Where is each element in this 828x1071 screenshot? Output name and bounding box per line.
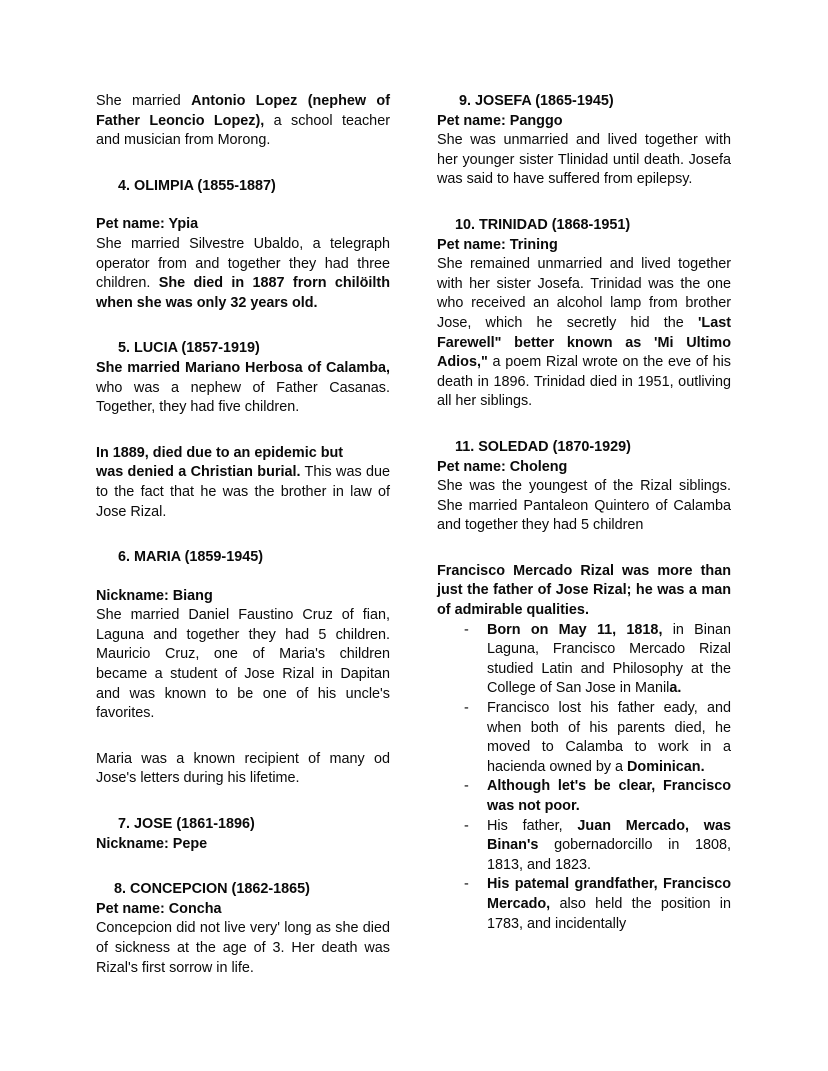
concepcion-pet-name: Pet name: Concha — [96, 900, 222, 917]
maria-body-2: Maria was a known recipient of many od Jose's letters during his lifetime. — [96, 750, 390, 787]
concepcion-body: Concepcion did not live very' long as she died of sickness at the age of 3. Her death was Rizal's first sorrow in life. — [96, 920, 390, 976]
bullet-dash-icon: - — [464, 778, 469, 795]
list-item: - His patemal grandfather, Francisco Mercado, also held the position in 1783, and incidentally — [464, 876, 731, 932]
bullet-dash-icon: - — [464, 817, 469, 834]
list-item: - Although let's be clear, Francisco was not poor. — [464, 778, 731, 814]
soledad-pet-name: Pet name: Choleng — [437, 458, 568, 475]
spacer — [96, 313, 390, 339]
left-column — [96, 92, 390, 978]
heading-lucia: 5. LUCIA (1857-1919) — [118, 340, 260, 357]
trinidad-pet-name: Pet name: Trining — [437, 236, 558, 253]
bullet-dash-icon: - — [464, 876, 469, 893]
list-item: - His father, Juan Mercado, was Binan's gobernadorcillo in 1808, 1813, and 1823. — [464, 817, 731, 873]
heading-olimpia: 4. OLIMPIA (1855-1887) — [118, 177, 276, 194]
intro-lead: She married — [96, 93, 192, 109]
olimpia-body: She married Silvestre Ubaldo, a telegraph operator from and together they had three children. She died in 1887 frorn chilöilth when she was only 32 years old. — [96, 235, 390, 311]
lucia-epidemic-line1: In 1889, died due to an epidemic but — [96, 444, 344, 461]
spacer — [96, 854, 390, 880]
list-item: - Francisco lost his father eady, and when both of his parents died, he moved to Calamba to work in a hacienda owned by a Dominican. — [464, 700, 731, 775]
spacer — [96, 789, 390, 815]
trinidad-body: She remained unmarried and lived together with her sister Josefa. Trinidad was the one who received an alcohol lamp from brother Jose, which he secretly hid the 'Last Farewell" better known as 'Mi Ultimo Adios," a poem Rizal wrote on the eve of his death in 1896. Trinidad died in 1951, outliving all her siblings. — [437, 256, 731, 410]
spacer — [96, 724, 390, 750]
bullet-dash-icon: - — [464, 700, 469, 717]
spacer — [96, 151, 390, 177]
heading-concepcion: 8. CONCEPCION (1862-1865) — [114, 881, 310, 898]
josefa-body: She was unmarried and lived together with her younger sister Tlinidad until death. Josefa was said to have suffered from epilepsy. — [437, 132, 731, 188]
list-item: - Born on May 11, 1818, in Binan Laguna, Francisco Mercado Rizal studied Latin and Philosophy at the College of San Jose in Manila. — [464, 621, 731, 697]
soledad-body: She was the youngest of the Rizal siblings. She married Pantaleon Quintero of Calamba and together they had 5 children — [437, 478, 731, 534]
spacer — [96, 418, 390, 444]
lucia-body: She married Mariano Herbosa of Calamba, who was a nephew of Father Casanas. Together, they had five children. — [96, 359, 390, 416]
bullet-dash-icon: - — [464, 621, 469, 638]
right-column — [437, 92, 731, 978]
two-column-body — [96, 92, 732, 978]
heading-soledad: 11. SOLEDAD (1870-1929) — [455, 438, 631, 455]
spacer — [437, 412, 731, 438]
spacer — [96, 196, 390, 215]
intro-paragraph — [96, 92, 390, 151]
heading-maria: 6. MARIA (1859-1945) — [118, 549, 264, 566]
josefa-pet-name: Pet name: Panggo — [437, 112, 563, 129]
spacer — [96, 522, 390, 548]
olimpia-pet-name: Pet name: Ypia — [96, 216, 199, 233]
spacer — [437, 190, 731, 216]
spacer — [96, 568, 390, 587]
lucia-epidemic-body: was denied a Christian burial. This was due to the fact that he was the brother in law of Jose Rizal. — [96, 464, 390, 520]
maria-nickname: Nickname: Biang — [96, 587, 213, 604]
spacer — [437, 536, 731, 562]
jose-nickname: Nickname: Pepe — [96, 835, 208, 852]
heading-trinidad: 10. TRINIDAD (1868-1951) — [455, 216, 631, 233]
maria-body: She married Daniel Faustino Cruz of fian, Laguna and together they had 5 children. Mauricio Cruz, one of Maria's children became a student of Jose Rizal in Dapitan and was known to be one of his uncle's favorites. — [96, 607, 390, 722]
heading-josefa: 9. JOSEFA (1865-1945) — [459, 93, 614, 109]
francisco-qualities-list — [437, 621, 731, 935]
heading-jose: 7. JOSE (1861-1896) — [118, 816, 255, 833]
intro-bold: Antonio Lopez (nephew of Father Leoncio Lopez), — [96, 93, 390, 129]
francisco-intro: Francisco Mercado Rizal was more than just the father of Jose Rizal; he was a man of admirable qualities. — [437, 562, 731, 619]
intro-rest: a school teacher and musician from Morong. — [96, 112, 390, 149]
